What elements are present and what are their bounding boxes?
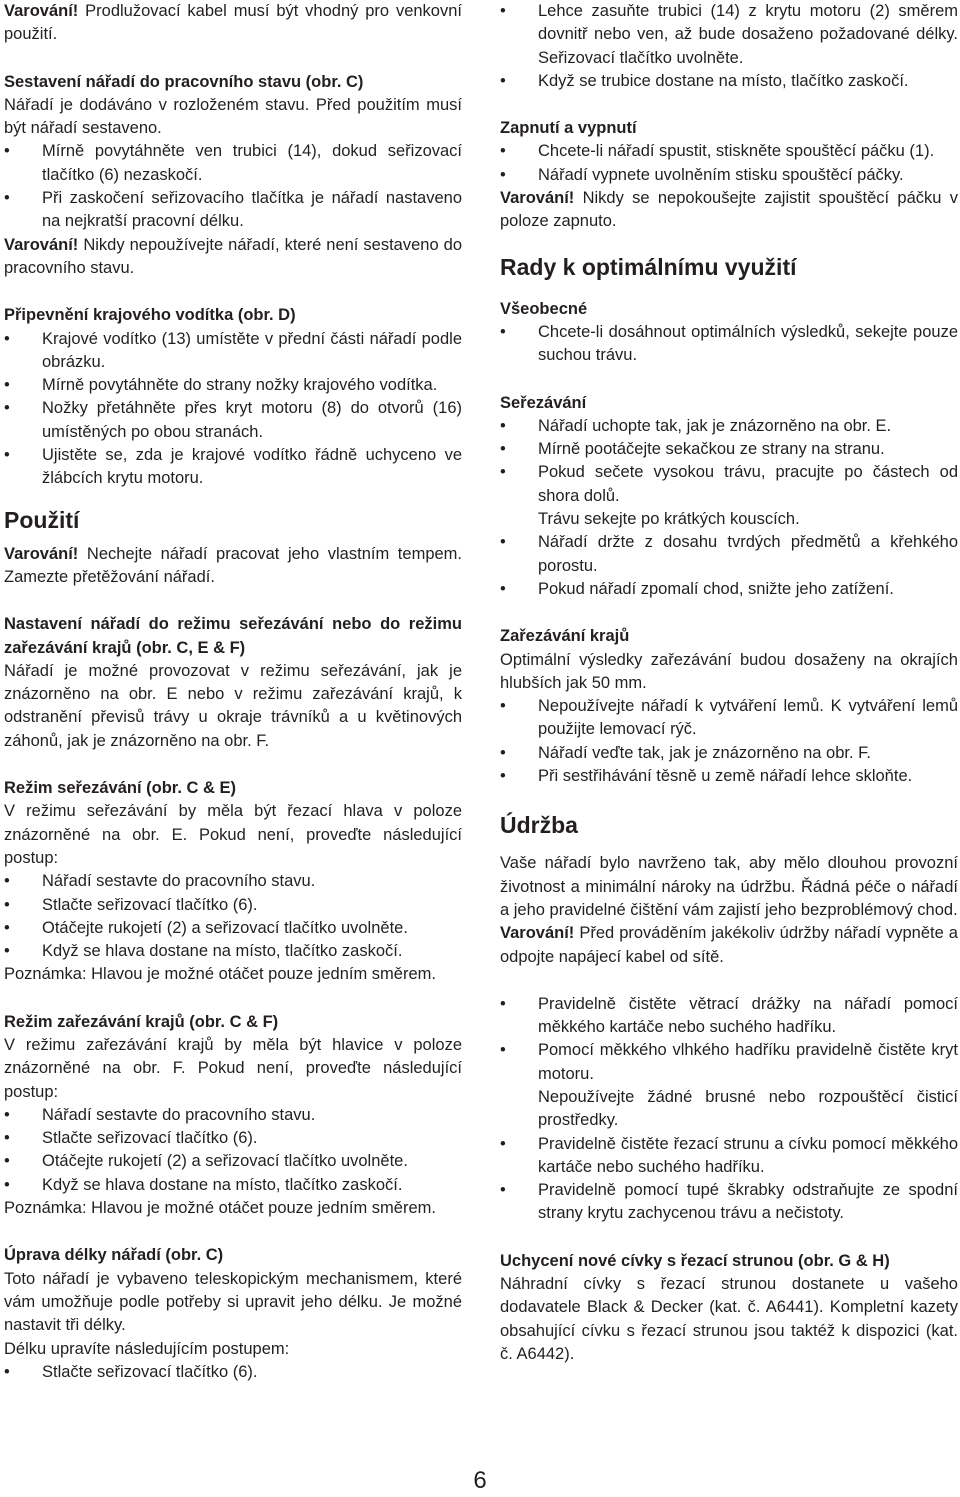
on-off-heading: Zapnutí a vypnutí bbox=[500, 119, 637, 138]
warning-label: Varování! bbox=[4, 544, 79, 563]
list-item: • Nářadí sestavte do pracovního stavu. bbox=[4, 870, 462, 893]
on-off-list bbox=[500, 140, 958, 187]
trimming-list bbox=[500, 415, 958, 508]
list-item: • Pokud nářadí zpomalí chod, snižte jeho zatížení. bbox=[500, 578, 958, 601]
list-item: • Nožky přetáhněte přes kryt motoru (8) do otvorů (16) umístěných po obou stranách. bbox=[4, 397, 462, 444]
tips-heading: Rady k optimálnímu využití bbox=[500, 253, 797, 280]
edging-list bbox=[500, 695, 958, 788]
warning-label: Varování! bbox=[500, 924, 575, 943]
maintenance-list-2 bbox=[500, 1133, 958, 1226]
warning-label: Varování! bbox=[4, 2, 79, 20]
list-item: • Pokud sečete vysokou trávu, pracujte po částech od shora dolů. bbox=[500, 461, 958, 508]
assembly-list bbox=[4, 140, 462, 233]
spool-text: Náhradní cívky s řezací strunou dostanete u vašeho dodavatele Black & Decker (kat. č. A6441). Kompletní kazety obsahující cívku s řezací strunou jsou taktéž k dispozici (kat. č. A6442). bbox=[500, 1275, 958, 1363]
left-column bbox=[4, 0, 462, 1384]
warning-label: Varování! bbox=[500, 189, 575, 208]
list-item: • Nářadí držte z dosahu tvrdých předmětů a křehkého porostu. bbox=[500, 531, 958, 578]
assembly-warning: Varování! Nikdy nepoužívejte nářadí, které není sestaveno do pracovního stavu. bbox=[4, 235, 462, 277]
usage-heading: Použití bbox=[4, 506, 80, 533]
warning-label: Varování! bbox=[4, 235, 79, 254]
length-adjust-heading: Úprava délky nářadí (obr. C) bbox=[4, 1246, 224, 1265]
length-adjust-procedure: Délku upravíte následujícím postupem: bbox=[4, 1339, 290, 1358]
maintenance-list bbox=[500, 993, 958, 1086]
maintenance-warning: Varování! Před prováděním jakékoliv údržby nářadí vypněte a odpojte napájecí kabel od sítě. bbox=[500, 924, 958, 966]
trimming-list-2 bbox=[500, 531, 958, 601]
maintenance-text: Vaše nářadí bylo navrženo tak, aby mělo dlouhou provozní životnost a minimální nároky na údržbu. Řádná péče o nářadí a jeho pravidelné čištění vám zajistí jeho bezproblémový chod. bbox=[500, 854, 958, 919]
list-item: • Nářadí sestavte do pracovního stavu. bbox=[4, 1104, 462, 1127]
list-item: • Mírně pootáčejte sekačkou ze strany na stranu. bbox=[500, 438, 958, 461]
edge-guide-list bbox=[4, 328, 462, 491]
edge-mode-list bbox=[4, 1104, 462, 1197]
trimming-heading: Seřezávání bbox=[500, 393, 587, 412]
edge-mode-text: V režimu zařezávání krajů by měla být hlavice v poloze znázorněné na obr. F. Pokud není, proveďte následující postup: bbox=[4, 1035, 462, 1101]
list-item: • Pomocí měkkého vlhkého hadříku pravidelně čistěte kryt motoru. bbox=[500, 1039, 958, 1086]
list-item: • Nářadí veďte tak, jak je znázorněno na obr. F. bbox=[500, 742, 958, 765]
assembly-heading: Sestavení nářadí do pracovního stavu (obr. C) bbox=[4, 72, 364, 91]
edging-text: Optimální výsledky zařezávání budou dosaženy na okrajích hlubších jak 50 mm. bbox=[500, 650, 958, 692]
length-adjust-list bbox=[4, 1361, 462, 1384]
page-number: 6 bbox=[473, 1467, 487, 1494]
length-adjust-text: Toto nářadí je vybaveno teleskopickým mechanismem, které vám umožňuje podle potřeby si upravit jeho délku. Je možné nastavit tři délky. bbox=[4, 1269, 462, 1335]
trim-mode-list bbox=[4, 870, 462, 963]
trim-mode-text: V režimu seřezávání by měla být řezací hlava v poloze znázorněné na obr. E. Pokud není, proveďte následující postup: bbox=[4, 802, 462, 867]
list-item: • Chcete-li nářadí spustit, stiskněte spouštěcí páčku (1). bbox=[500, 140, 958, 163]
edging-heading: Zařezávání krajů bbox=[500, 627, 630, 646]
list-item: • Když se trubice dostane na místo, tlačítko zaskočí. bbox=[500, 70, 958, 93]
length-adjust-continued-list bbox=[500, 0, 958, 93]
right-column bbox=[500, 0, 958, 1366]
maintenance-continuation: Nepoužívejte žádné brusné nebo rozpouštěcí čisticí prostředky. bbox=[538, 1087, 958, 1130]
list-item: • Stlačte seřizovací tlačítko (6). bbox=[4, 894, 462, 917]
list-item: • Stlačte seřizovací tlačítko (6). bbox=[4, 1127, 462, 1150]
list-item: • Když se hlava dostane na místo, tlačítko zaskočí. bbox=[4, 940, 462, 963]
on-off-warning: Varování! Nikdy se nepokoušejte zajistit spouštěcí páčku v poloze zapnuto. bbox=[500, 189, 958, 231]
list-item: • Při sestřihávání těsně u země nářadí lehce skloňte. bbox=[500, 765, 958, 788]
list-item: • Mírně povytáhněte do strany nožky krajového vodítka. bbox=[4, 374, 462, 397]
mode-setting-heading: Nastavení nářadí do režimu seřezávání nebo do režimu zařezávání krajů (obr. C, E & F) bbox=[4, 615, 462, 657]
mode-setting-text: Nářadí je možné provozovat v režimu seřezávání, jak je znázorněno na obr. E nebo v režimu zařezávání krajů, k odstranění převisů trávy u okraje trávníků a u květinových záhonů, jak je znázorněno na obr. F. bbox=[4, 661, 462, 750]
general-heading: Všeobecné bbox=[500, 299, 588, 318]
list-item: • Stlačte seřizovací tlačítko (6). bbox=[4, 1361, 462, 1384]
list-item: • Při zaskočení seřizovacího tlačítka je nářadí nastaveno na nejkratší pracovní délku. bbox=[4, 187, 462, 234]
list-item: • Otáčejte rukojetí (2) a seřizovací tlačítko uvolněte. bbox=[4, 917, 462, 940]
list-item: • Lehce zasuňte trubici (14) z krytu motoru (2) směrem dovnitř nebo ven, až bude dosaženo požadované délky. Seřizovací tlačítko uvolněte. bbox=[500, 0, 958, 70]
maintenance-heading: Údržba bbox=[500, 812, 578, 839]
list-item: • Nepoužívejte nářadí k vytváření lemů. K vytváření lemů použijte lemovací rýč. bbox=[500, 695, 958, 742]
list-item: • Chcete-li dosáhnout optimálních výsledků, sekejte pouze suchou trávu. bbox=[500, 321, 958, 368]
edge-mode-heading: Režim zařezávání krajů (obr. C & F) bbox=[4, 1012, 279, 1031]
trim-mode-heading: Režim seřezávání (obr. C & E) bbox=[4, 779, 236, 798]
trimming-continuation: Trávu sekejte po krátkých kouscích. bbox=[538, 510, 800, 529]
spool-heading: Uchycení nové cívky s řezací strunou (obr. G & H) bbox=[500, 1251, 890, 1270]
edge-guide-heading: Připevnění krajového vodítka (obr. D) bbox=[4, 306, 296, 325]
list-item: • Otáčejte rukojetí (2) a seřizovací tlačítko uvolněte. bbox=[4, 1150, 462, 1173]
list-item: • Pravidelně čistěte řezací strunu a cívku pomocí měkkého kartáče nebo suchého hadříku. bbox=[500, 1133, 958, 1180]
extension-cable-warning: Varování! Prodlužovací kabel musí být vhodný pro venkovní použití. bbox=[4, 2, 462, 44]
list-item: • Mírně povytáhněte ven trubici (14), dokud seřizovací tlačítko (6) nezaskočí. bbox=[4, 140, 462, 187]
list-item: • Pravidelně čistěte větrací drážky na nářadí pomocí měkkého kartáče nebo suchého hadříku. bbox=[500, 993, 958, 1040]
assembly-text: Nářadí je dodáváno v rozloženém stavu. Před použitím musí být nářadí sestaveno. bbox=[4, 95, 462, 138]
usage-warning: Varování! Nechejte nářadí pracovat jeho vlastním tempem. Zamezte přetěžování nářadí. bbox=[4, 544, 462, 586]
list-item: • Když se hlava dostane na místo, tlačítko zaskočí. bbox=[4, 1174, 462, 1197]
list-item: • Nářadí uchopte tak, jak je znázorněno na obr. E. bbox=[500, 415, 958, 438]
list-item: • Krajové vodítko (13) umístěte v přední části nářadí podle obrázku. bbox=[4, 328, 462, 375]
trim-mode-note: Poznámka: Hlavou je možné otáčet pouze jedním směrem. bbox=[4, 965, 436, 984]
general-list bbox=[500, 321, 958, 368]
list-item: • Pravidelně pomocí tupé škrabky odstraňujte ze spodní strany krytu zachycenou trávu a nečistoty. bbox=[500, 1179, 958, 1226]
list-item: • Nářadí vypnete uvolněním stisku spouštěcí páčky. bbox=[500, 164, 958, 187]
edge-mode-note: Poznámka: Hlavou je možné otáčet pouze jedním směrem. bbox=[4, 1199, 436, 1218]
list-item: • Ujistěte se, zda je krajové vodítko řádně uchyceno ve žlábcích krytu motoru. bbox=[4, 444, 462, 491]
